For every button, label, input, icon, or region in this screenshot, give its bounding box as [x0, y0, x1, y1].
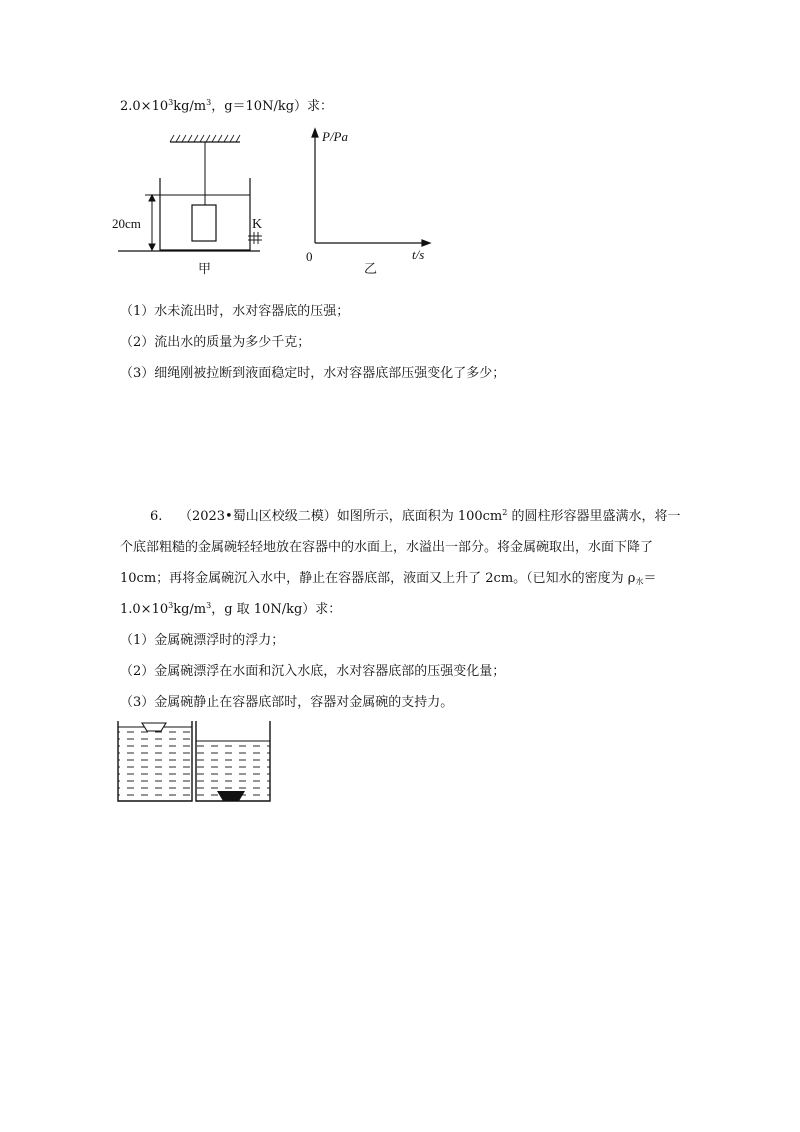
q5-figure-jia — [110, 130, 280, 280]
y-axis — [312, 129, 318, 243]
q6-question-2: （2）金属碗漂浮在水面和沉入水底，水对容器底部的压强变化量； — [120, 664, 506, 679]
height-arrow — [145, 195, 160, 250]
q6-question-1: （1）金属碗漂浮时的浮力； — [120, 633, 285, 648]
q5-figure-yi — [300, 125, 440, 275]
fig-jia-caption: 甲 — [198, 261, 212, 276]
container-right — [196, 721, 270, 801]
q5-question-1: （1）水未流出时，水对容器底的压强； — [120, 304, 350, 319]
water-left — [118, 727, 192, 801]
height-label: 20cm — [112, 216, 141, 231]
x-axis — [315, 240, 430, 246]
q6-question-3: （3）金属碗静止在容器底部时，容器对金属碗的支持力。 — [120, 695, 454, 710]
q6-figure — [112, 715, 277, 807]
q6-line-2: 个底部粗糙的金属碗轻轻地放在容器中的水面上，水溢出一部分。将金属碗取出，水面下降了 — [120, 540, 654, 555]
q6-line-3: 10cm；再将金属碗沉入水中，静止在容器底部，液面又上升了 2cm。（已知水的密度为 $\rho_水=$ — [120, 571, 657, 586]
x-axis-label: t/s — [412, 247, 425, 262]
container-left — [118, 721, 192, 801]
valve-label: K — [252, 217, 263, 232]
q5-intro-line: $2.0\times 10^3kg/m^3$，g＝10N/kg）求： — [120, 98, 334, 114]
q5-question-3: （3）细绳刚被拉断到液面稳定时，水对容器底部压强变化了多少； — [120, 366, 506, 381]
q5-question-2: （2）流出水的质量为多少千克； — [120, 335, 311, 350]
fig-yi-caption: 乙 — [364, 261, 378, 275]
ceiling-hatch — [170, 135, 240, 142]
origin-label: 0 — [306, 249, 313, 264]
q6-line-1: 6. （2023•蜀山区校级二模）如图所示，底面积为 $100cm^2$ 的圆柱形容器里盛满水，将一 — [150, 508, 681, 524]
hanging-block — [192, 205, 216, 241]
q6-number: 6. — [150, 509, 163, 524]
y-axis-label: P/Pa — [322, 129, 348, 144]
q6-line-4: $1.0\times 10^3kg/m^3$，g 取 10N/kg）求： — [120, 601, 342, 617]
